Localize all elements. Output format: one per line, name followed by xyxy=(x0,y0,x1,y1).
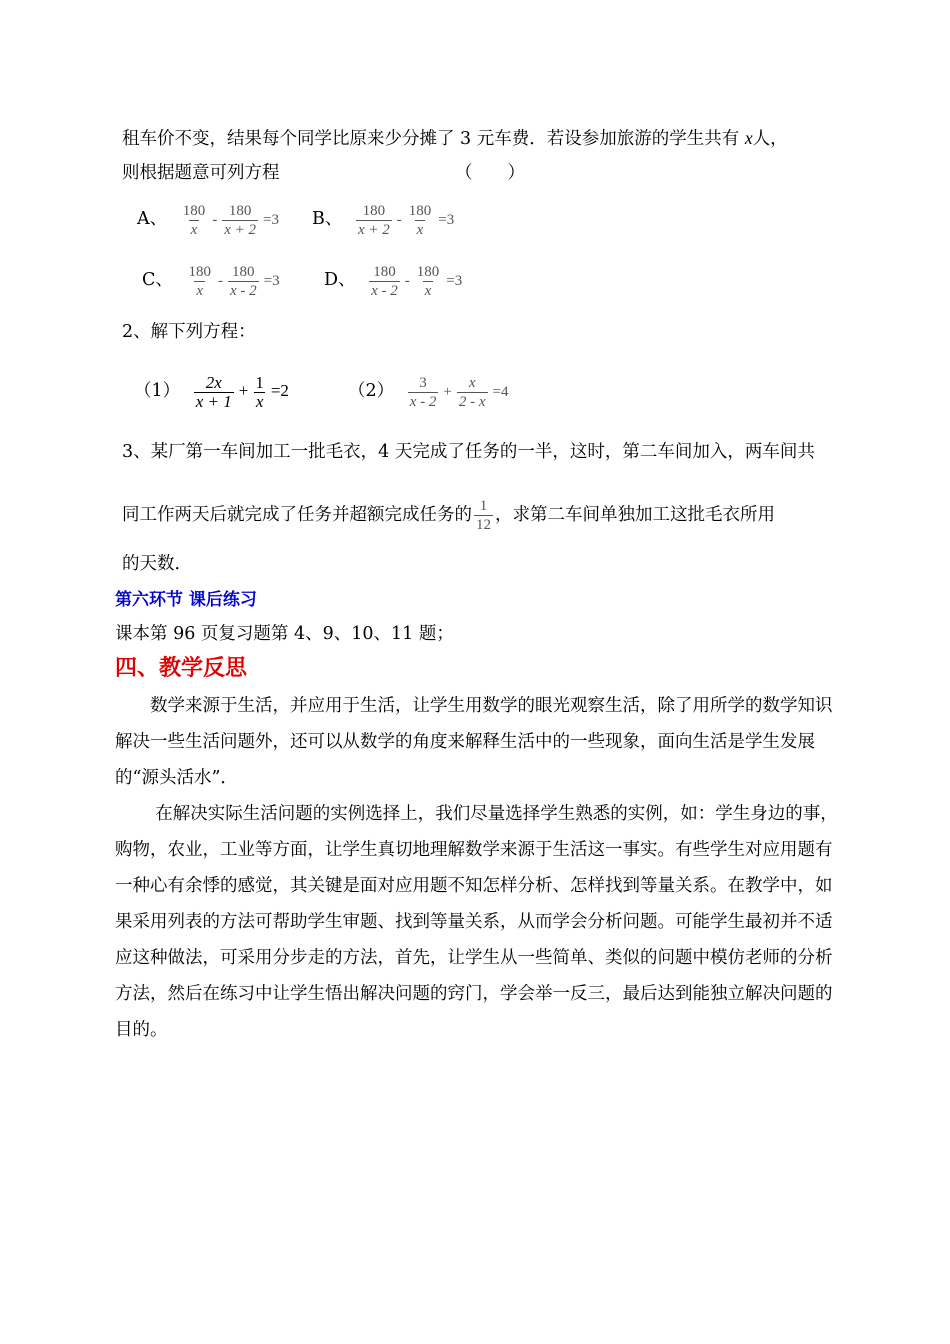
option-d xyxy=(324,257,465,304)
frac-num: 180 xyxy=(373,264,396,281)
option-a-label: A、 xyxy=(137,209,168,229)
frac-den: x xyxy=(190,222,198,239)
problem1-line1 xyxy=(122,126,788,151)
problem3-line2-a: 同工作两天后就完成了任务并超额完成任务的 xyxy=(122,505,472,525)
answer-blank xyxy=(455,161,525,185)
option-d-frac2 xyxy=(415,263,442,300)
rhs: =3 xyxy=(263,273,280,289)
problem3-line2-b: ，求第二车间单独加工这批毛衣所用 xyxy=(495,505,775,525)
answer-blank-text: （ ） xyxy=(455,163,525,183)
frac-num: 180 xyxy=(362,203,386,220)
frac-den: x xyxy=(255,391,264,411)
rhs: =2 xyxy=(270,381,289,400)
equation-2 xyxy=(348,368,511,415)
option-d-label: D、 xyxy=(324,270,356,290)
section6-text xyxy=(115,622,454,646)
frac-den: x - 2 xyxy=(229,283,257,300)
minus-sign: - xyxy=(396,212,402,228)
frac-den: x xyxy=(424,283,432,300)
minus-sign: - xyxy=(212,212,218,228)
frac-num: 1 xyxy=(255,372,264,392)
frac-den: x - 2 xyxy=(371,283,398,300)
option-c xyxy=(142,257,283,304)
reflection-paragraph-1 xyxy=(115,688,845,796)
rhs: =3 xyxy=(438,212,455,228)
frac-num: 180 xyxy=(408,203,432,220)
rhs: =3 xyxy=(263,212,279,228)
frac-num: 180 xyxy=(232,264,255,281)
frac-num: 180 xyxy=(416,264,440,281)
eq2-frac1 xyxy=(408,374,439,411)
problem1-line2-text: 则根据题意可列方程 xyxy=(122,163,280,183)
variable-x: x xyxy=(744,128,753,148)
eq2-frac2 xyxy=(457,374,488,411)
option-a-frac1 xyxy=(181,202,208,239)
frac-den: x xyxy=(196,283,204,300)
problem2-title xyxy=(122,320,256,344)
option-b-label: B、 xyxy=(312,209,343,229)
rhs: =4 xyxy=(492,384,509,400)
equation-2-label: （2） xyxy=(348,381,395,401)
frac-num: 1 xyxy=(479,498,488,514)
frac-den: x + 1 xyxy=(195,391,232,411)
reflection-paragraph-2 xyxy=(115,796,845,1048)
fraction-one-twelfth xyxy=(474,497,493,534)
frac-num: 180 xyxy=(228,203,252,220)
problem1-line2 xyxy=(122,161,280,185)
option-a-frac2 xyxy=(222,202,258,239)
option-b-frac1 xyxy=(356,202,392,239)
rhs: =3 xyxy=(446,273,463,289)
frac-num: 2x xyxy=(205,372,222,392)
problem3-line2 xyxy=(122,493,775,537)
frac-den: x - 2 xyxy=(409,394,437,411)
equation-1-label: （1） xyxy=(134,381,181,401)
problem3-line1-text: 3、某厂第一车间加工一批毛衣，4 天完成了任务的一半，这时，第二车间加入，两车间共 xyxy=(122,442,815,462)
option-d-frac1 xyxy=(369,263,400,300)
problem3-line1 xyxy=(122,440,815,464)
option-b-frac2 xyxy=(407,202,434,239)
frac-den: x xyxy=(416,222,424,239)
eq1-frac1 xyxy=(194,374,234,411)
option-c-frac1 xyxy=(186,263,213,300)
eq1-frac2 xyxy=(253,374,266,411)
frac-den: x + 2 xyxy=(224,222,256,239)
frac-num: 3 xyxy=(419,375,427,392)
plus-sign: + xyxy=(238,381,249,400)
option-c-frac2 xyxy=(228,263,259,300)
problem3-line3 xyxy=(122,552,192,576)
frac-num: 180 xyxy=(188,264,211,281)
frac-den: 2 - x xyxy=(458,394,486,411)
problem2-title-text: 2、解下列方程： xyxy=(122,322,256,342)
equation-1 xyxy=(134,368,292,414)
frac-num: x xyxy=(468,375,476,392)
option-b xyxy=(312,196,457,243)
section6-heading: 第六环节 课后练习 xyxy=(115,590,257,610)
option-c-label: C、 xyxy=(142,270,173,290)
section6-text-content: 课本第 96 页复习题第 4、9、10、11 题； xyxy=(115,624,454,644)
minus-sign: - xyxy=(404,273,410,289)
section4-heading: 四、教学反思 xyxy=(115,655,248,681)
reflection-paragraph-2-text: 在解决实际生活问题的实例选择上，我们尽量选择学生熟悉的实例，如：学生身边的事，购物，农业，工业等方面，让学生真切地理解数学来源于生活这一事实。有些学生对应用题有一种心有余悸的感觉，其关键是面对应用题不知怎样分析、怎样找到等量关系。在教学中，如果采用列表的方法可帮助学生审题、找到等量关系，从而学会分析问题。可能学生最初并不适应这种做法，可采用分步走的方法，首先，让学生从一些简单、类似的问题中模仿老师的分析方法，然后在练习中让学生悟出解决问题的窍门，学会举一反三，最后达到能独立解决问题的目的。 xyxy=(115,804,838,1040)
frac-den: 12 xyxy=(476,517,491,533)
option-a xyxy=(137,196,282,243)
minus-sign: - xyxy=(217,273,223,289)
problem1-line1-end: 人， xyxy=(752,129,788,149)
problem3-line3-text: 的天数． xyxy=(122,554,192,574)
reflection-paragraph-1-text: 数学来源于生活，并应用于生活，让学生用数学的眼光观察生活，除了用所学的数学知识解决一些生活问题外，还可以从数学的角度来解释生活中的一些现象，面向生活是学生发展的“源头活水”． xyxy=(115,696,833,788)
frac-den: x + 2 xyxy=(357,222,390,239)
problem1-line1-text: 租车价不变，结果每个同学比原来少分摊了 3 元车费．若设参加旅游的学生共有 xyxy=(122,129,740,149)
plus-sign: + xyxy=(443,384,452,400)
frac-num: 180 xyxy=(182,203,206,220)
